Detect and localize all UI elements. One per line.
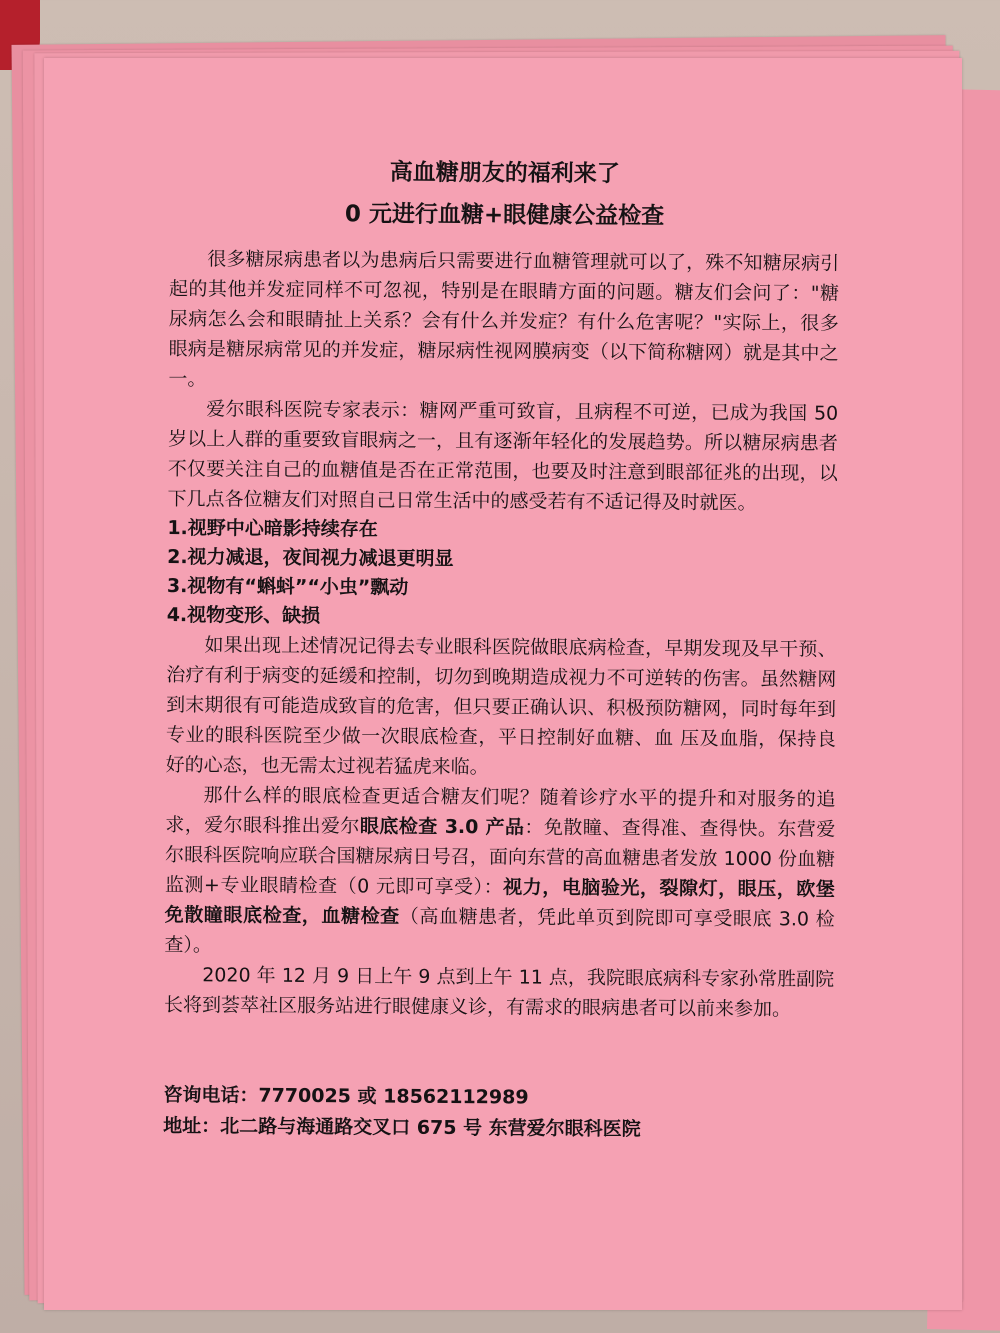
contact-address: 地址：北二路与海通路交叉口 675 号 东营爱尔眼科医院 <box>163 1114 641 1141</box>
offer-note: （高血糖患者，凭此单页到院即可享受眼底 3.0 检查）。 <box>164 905 835 957</box>
paragraph-intro: 很多糖尿病患者以为患病后只需要进行血糖管理就可以了，殊不知糖尿病引起的其他并发症同样不可忽视，特别是在眼睛方面的问题。糖友们会问了："糖尿病怎么会和眼睛扯上关系？会有什么并发症？有什么危害呢？"实际上，很多眼病是糖尿病常见的并发症，糖尿病性视网膜病变（以下简称糖网）就是其中之一。 <box>168 248 840 391</box>
contact-block <box>163 1080 833 1147</box>
symptom-item: 2.视力减退，夜间视力减退更明显 <box>167 545 454 570</box>
contact-phone: 咨询电话：7770025 或 18562112989 <box>163 1083 529 1109</box>
offer-text: 那什么样的眼底检查更适合糖友们呢？随着诊疗水平的提升和对服务的追求，爱尔眼科推出爱尔 <box>165 784 836 838</box>
paragraph-advice: 如果出现上述情况记得去专业眼科医院做眼底病检查，早期发现及早干预、治疗有利于病变的延缓和控制，切勿到晚期造成视力不可逆转的伤害。虽然糖网到末期很有可能造成致盲的危害，但只要正确认识、积极预防糖网，同时每年到专业的眼科医院至少做一次眼底检查，平日控制好血糖、血 压及血脂，保持良好的心态，也无需太过视若猛虎来临。 <box>165 634 837 779</box>
offer-text: ：免散瞳、查得准、查得快。东营爱尔眼科医院响应联合国糖尿病日号召，面向东营的高血糖患者发放 1000 份血糖监测+专业眼睛检查（0 元即可享受）： <box>164 816 836 899</box>
flyer-content <box>163 150 840 1147</box>
symptom-item: 3.视物有“蝌蚪”“小虫”飘动 <box>166 574 409 599</box>
paragraph-offer <box>164 780 835 965</box>
offer-items: 视力，电脑验光，裂隙灯，眼压，欧堡免散瞳眼底检查，血糖检查 <box>164 876 835 928</box>
paragraph-event: 2020 年 12 月 9 日上午 9 点到上午 11 点，我院眼底病科专家孙常胜副院长将到荟萃社区服务站进行眼健康义诊，有需求的眼病患者可以前来参加。 <box>163 964 835 1021</box>
flyer-subtitle: 0 元进行血糖+眼健康公益检查 <box>344 201 665 230</box>
flyer-title: 高血糖朋友的福利来了 <box>389 159 620 188</box>
paragraph-expert: 爱尔眼科医院专家表示：糖网严重可致盲，且病程不可逆，已成为我国 50 岁以上人群的重要致盲眼病之一，且有逐渐年轻化的发展趋势。所以糖尿病患者不仅要关注自己的血糖值是否在正常范围，也要及时注意到眼部征兆的出现，以下几点各位糖友们对照自己日常生活中的感受若有不适记得及时就医。 <box>167 398 839 515</box>
symptom-item: 1.视野中心暗影持续存在 <box>167 516 378 541</box>
offer-product: 眼底检查 3.0 产品 <box>359 815 525 839</box>
symptom-item: 4.视物变形、缺损 <box>166 603 321 628</box>
